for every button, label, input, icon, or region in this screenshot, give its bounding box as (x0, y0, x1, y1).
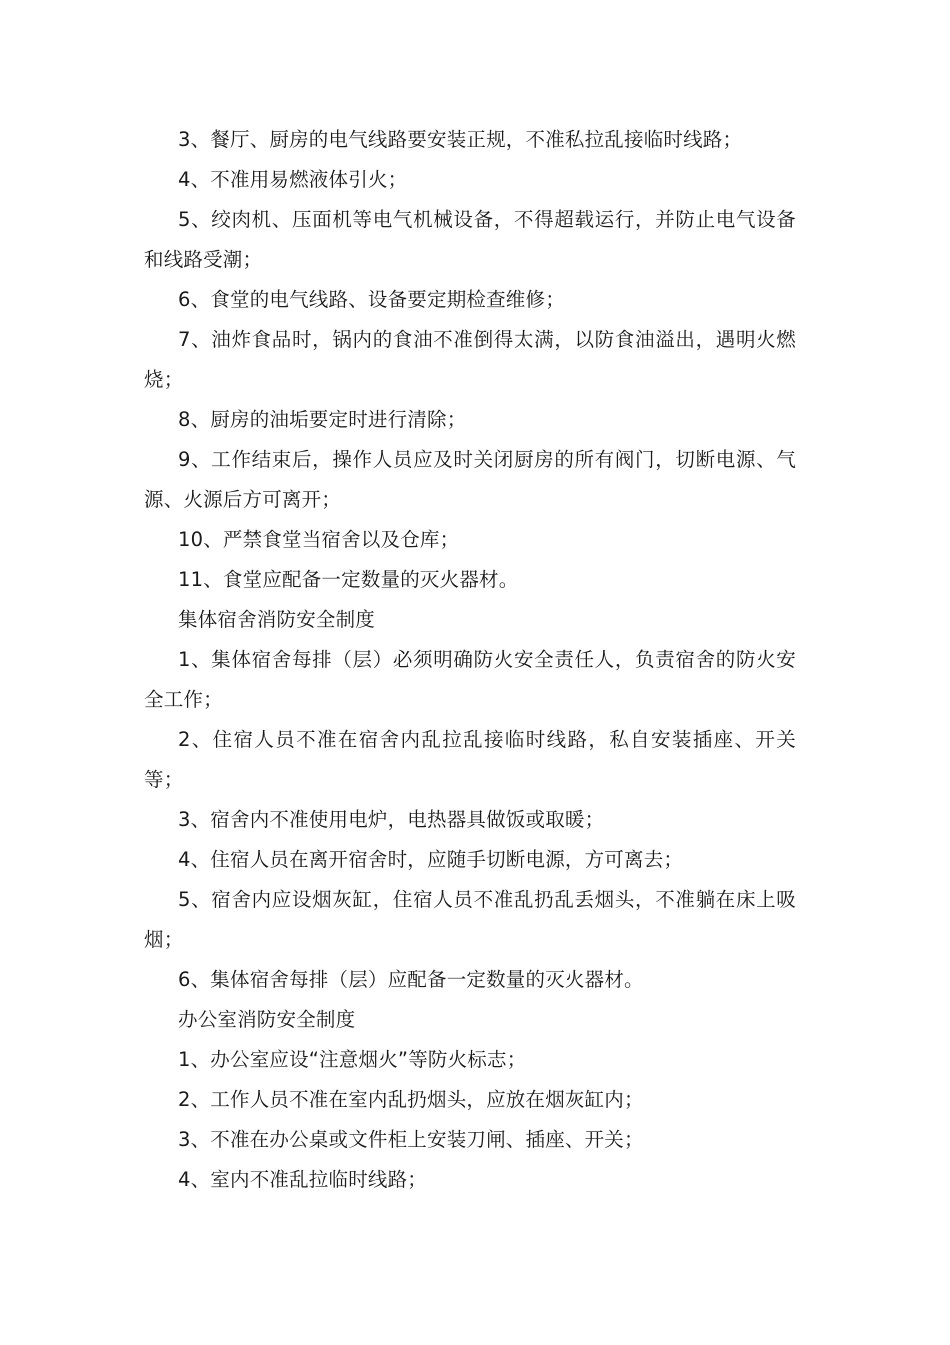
paragraph-kitchen-rule-11: 11、食堂应配备一定数量的灭火器材。 (178, 568, 519, 591)
paragraph-dorm-rule-6: 6、集体宿舍每排（层）应配备一定数量的灭火器材。 (178, 968, 644, 991)
section-heading-office: 办公室消防安全制度 (178, 1008, 356, 1031)
paragraph-office-rule-3: 3、不准在办公桌或文件柜上安装刀闸、插座、开关； (178, 1128, 644, 1151)
paragraph-office-rule-2: 2、工作人员不准在室内乱扔烟头，应放在烟灰缸内； (178, 1088, 644, 1111)
paragraph-kitchen-rule-4: 4、不准用易燃液体引火； (178, 168, 408, 191)
paragraph-dorm-rule-5: 5、宿舍内应设烟灰缸，住宿人员不准乱扔乱丢烟头，不准躺在床上吸烟； (144, 888, 796, 951)
paragraph-kitchen-rule-6: 6、食堂的电气线路、设备要定期检查维修； (178, 288, 565, 311)
section-heading-dormitory: 集体宿舍消防安全制度 (178, 608, 376, 631)
document-body (144, 120, 796, 1200)
paragraph-dorm-rule-4: 4、住宿人员在离开宿舍时，应随手切断电源，方可离去； (178, 848, 684, 871)
paragraph-office-rule-4: 4、室内不准乱拉临时线路； (178, 1168, 428, 1191)
paragraph-office-rule-1: 1、办公室应设“注意烟火”等防火标志； (178, 1048, 527, 1071)
paragraph-dorm-rule-3: 3、宿舍内不准使用电炉，电热器具做饭或取暖； (178, 808, 605, 831)
paragraph-kitchen-rule-8: 8、厨房的油垢要定时进行清除； (178, 408, 467, 431)
paragraph-kitchen-rule-5: 5、绞肉机、压面机等电气机械设备，不得超载运行，并防止电气设备和线路受潮； (144, 208, 796, 271)
paragraph-kitchen-rule-3: 3、餐厅、厨房的电气线路要安装正规，不准私拉乱接临时线路； (178, 128, 743, 151)
paragraph-dorm-rule-2: 2、住宿人员不准在宿舍内乱拉乱接临时线路，私自安装插座、开关等； (144, 728, 796, 791)
paragraph-kitchen-rule-9: 9、工作结束后，操作人员应及时关闭厨房的所有阀门，切断电源、气源、火源后方可离开； (144, 448, 796, 511)
paragraph-kitchen-rule-10: 10、严禁食堂当宿舍以及仓库； (178, 528, 460, 551)
paragraph-dorm-rule-1: 1、集体宿舍每排（层）必须明确防火安全责任人，负责宿舍的防火安全工作； (144, 648, 796, 711)
paragraph-kitchen-rule-7: 7、油炸食品时，锅内的食油不准倒得太满，以防食油溢出，遇明火燃烧； (144, 328, 796, 391)
